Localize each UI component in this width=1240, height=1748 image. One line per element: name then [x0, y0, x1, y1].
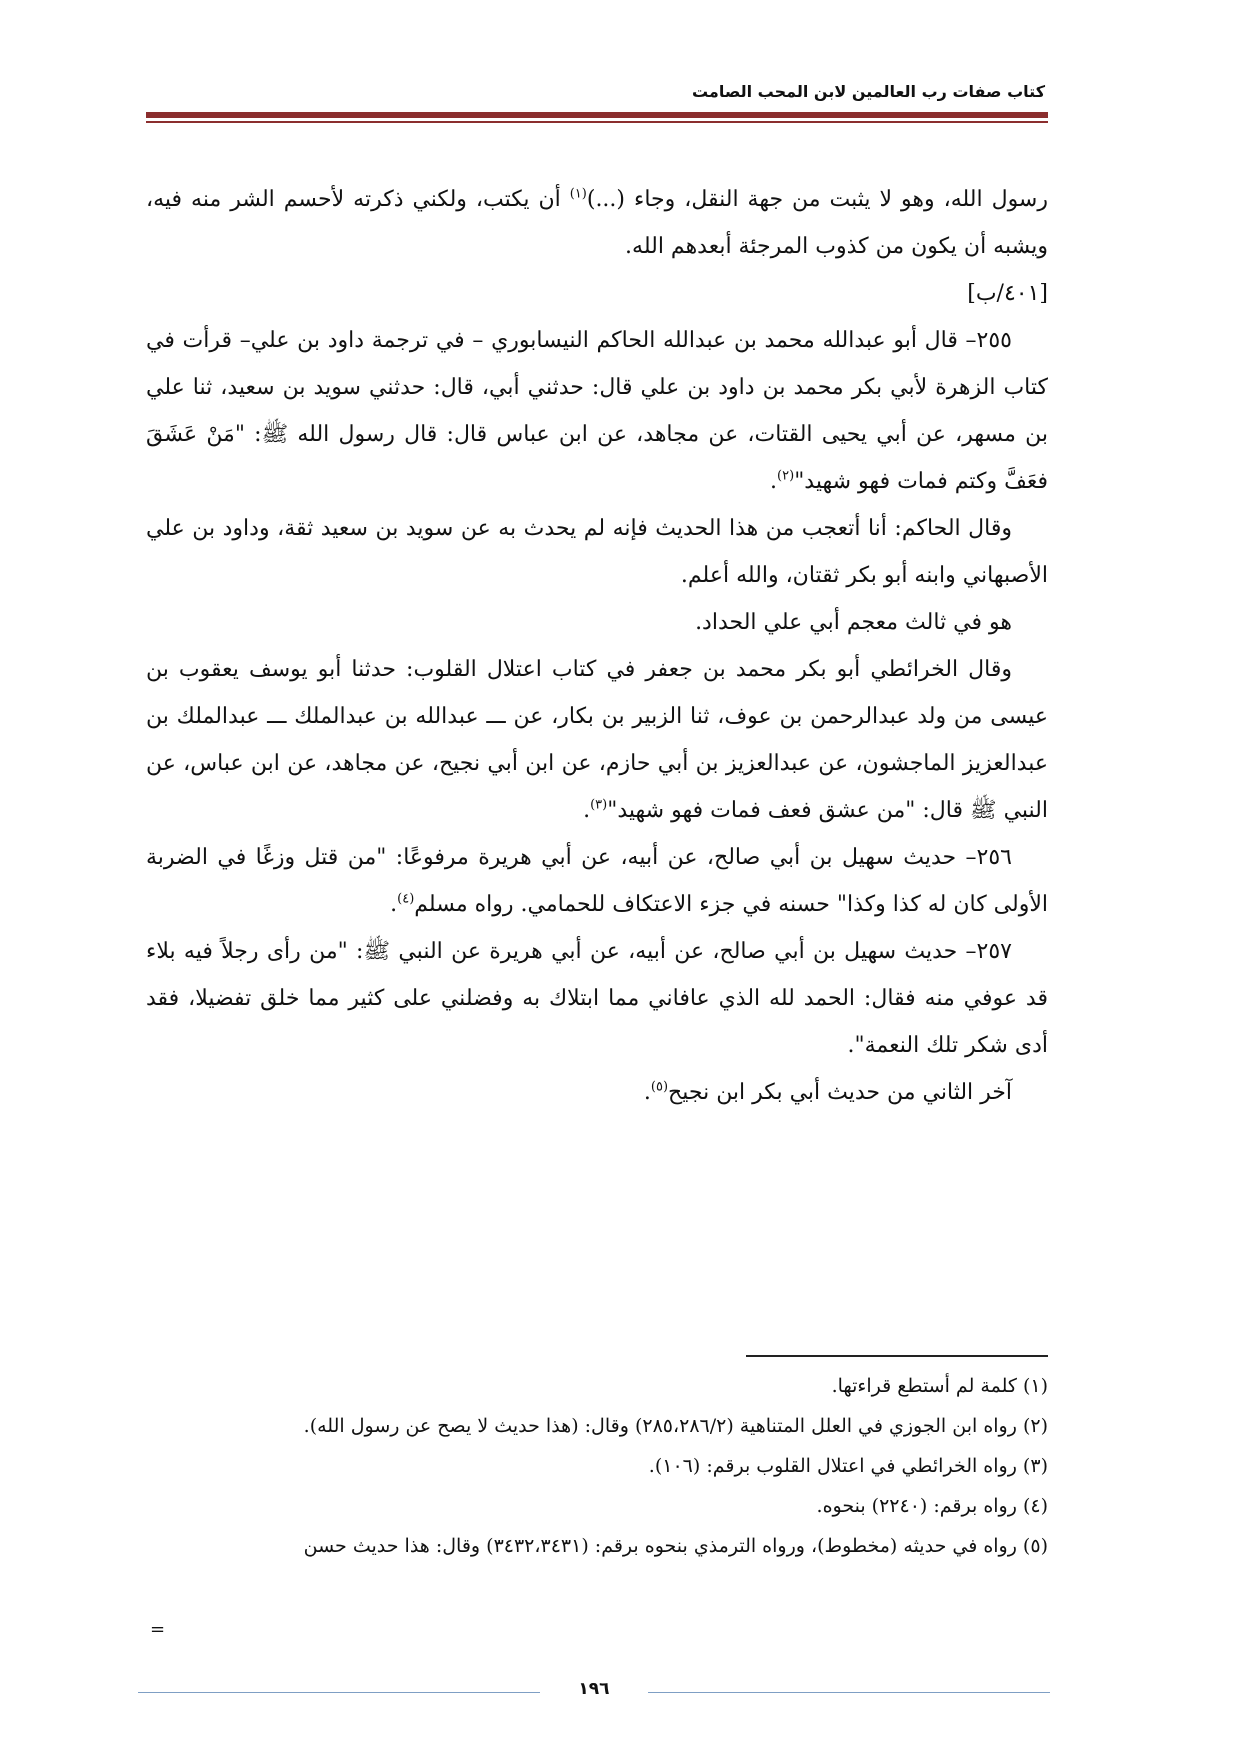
main-text — [146, 176, 1048, 1116]
paragraph-closing — [146, 1069, 1048, 1116]
folio-marker: [٤٠١/ب] — [967, 281, 1048, 306]
footnote-3: (٣) رواه الخرائطي في اعتلال القلوب برقم: (١٠٦). — [648, 1455, 1048, 1477]
text-run: . — [643, 1080, 651, 1105]
paragraph-1 — [146, 176, 1048, 270]
paragraph-source-note: هو في ثالث معجم أبي علي الحداد. — [695, 610, 1012, 635]
text-run: وقال الخرائطي أبو بكر محمد بن جعفر في كتاب اعتلال القلوب: حدثنا أبو يوسف يعقوب بن عيسى من ولد عبدالرحمن بن عوف، ثنا الزبير بن بكار، عن ـــ عبدالله بن عبدالملك ـــ عبدالملك بن عبدالعزيز الماجشون، عن عبدالعزيز بن أبي حازم، عن ابن أبي نجيح، عن مجاهد، عن ابن عباس، عن النبي ﷺ قال: "من عشق فعف فمات فهو شهيد" — [146, 657, 1048, 823]
text-run: رسول الله، وهو لا يثبت من جهة النقل، وجاء (...) — [586, 187, 1048, 212]
paragraph-kharaiti — [146, 646, 1048, 834]
footnote-5: (٥) رواه في حديثه (مخطوط)، ورواه الترمذي بنحوه برقم: (٣٤٣٢،٣٤٣١) وقال: هذا حديث حسن — [303, 1535, 1048, 1557]
page-number: ١٩٦ — [578, 1679, 610, 1699]
header-rule-thin — [146, 121, 1048, 123]
paragraph-255 — [146, 317, 1048, 505]
footnote-ref-3[interactable]: (٣) — [590, 797, 608, 813]
text-run: آخر الثاني من حديث أبي بكر ابن نجيح — [668, 1080, 1012, 1105]
footnote-continuation-mark: = — [150, 1619, 166, 1640]
footer-rule-left — [138, 1692, 540, 1693]
text-run: . — [770, 469, 778, 494]
text-run: . — [583, 798, 591, 823]
footer-rule-right — [648, 1692, 1050, 1693]
footnote-4: (٤) رواه برقم: (٢٢٤٠) بنحوه. — [816, 1495, 1048, 1517]
paragraph-256 — [146, 834, 1048, 928]
footnote-ref-5[interactable]: (٥) — [650, 1079, 669, 1095]
footnote-separator — [746, 1355, 1048, 1357]
footnote-1: (١) كلمة لم أستطع قراءتها. — [831, 1375, 1048, 1397]
paragraph-hakim-comment: وقال الحاكم: أنا أتعجب من هذا الحديث فإنه لم يحدث به عن سويد بن سعيد ثقة، وداود بن علي الأصبهاني وابنه أبو بكر ثقتان، والله أعلم. — [146, 516, 1048, 588]
footnote-2: (٢) رواه ابن الجوزي في العلل المتناهية (٢٨٥،٢٨٦/٢) وقال: (هذا حديث لا يصح عن رسول الله). — [303, 1415, 1048, 1437]
paragraph-257: ٢٥٧– حديث سهيل بن أبي صالح، عن أبيه، عن أبي هريرة عن النبي ﷺ: "من رأى رجلاً فيه بلاء قد عوفي منه فقال: الحمد لله الذي عافاني مما ابتلاك به وفضلني على كثير مما خلق تفضيلا، فقد أدى شكر تلك النعمة". — [146, 939, 1048, 1058]
footnote-ref-4[interactable]: (٤) — [397, 891, 415, 907]
footnote-ref-1[interactable]: (١) — [569, 186, 587, 202]
running-title: كتاب صفات رب العالمين لابن المحب الصامت — [691, 82, 1045, 101]
text-run: أن يكتب، ولكني ذكرته لأحسم الشر منه فيه، ويشبه أن يكون من كذوب المرجئة أبعدهم الله. — [146, 187, 1048, 259]
footnote-ref-2[interactable]: (٢) — [777, 468, 795, 484]
text-run: ٢٥٥– قال أبو عبدالله محمد بن عبدالله الحاكم النيسابوري – في ترجمة داود بن علي– قرأت في كتاب الزهرة لأبي بكر محمد بن داود بن علي قال: حدثني أبي، قال: حدثني سويد بن سعيد، ثنا علي بن مسهر، عن أبي يحيى القتات، عن مجاهد، عن ابن عباس قال: قال رسول الله ﷺ: "مَنْ عَشَقَ فعَفَّ وكتم فمات فهو شهيد" — [146, 328, 1048, 494]
header-rule-thick — [146, 112, 1048, 118]
text-run: . — [390, 892, 398, 917]
text-run: ٢٥٦– حديث سهيل بن أبي صالح، عن أبيه، عن أبي هريرة مرفوعًا: "من قتل وزغًا في الضربة الأولى كان له كذا وكذا" حسنه في جزء الاعتكاف للحمامي. رواه مسلم — [146, 845, 1048, 917]
footnotes — [146, 1366, 1048, 1566]
